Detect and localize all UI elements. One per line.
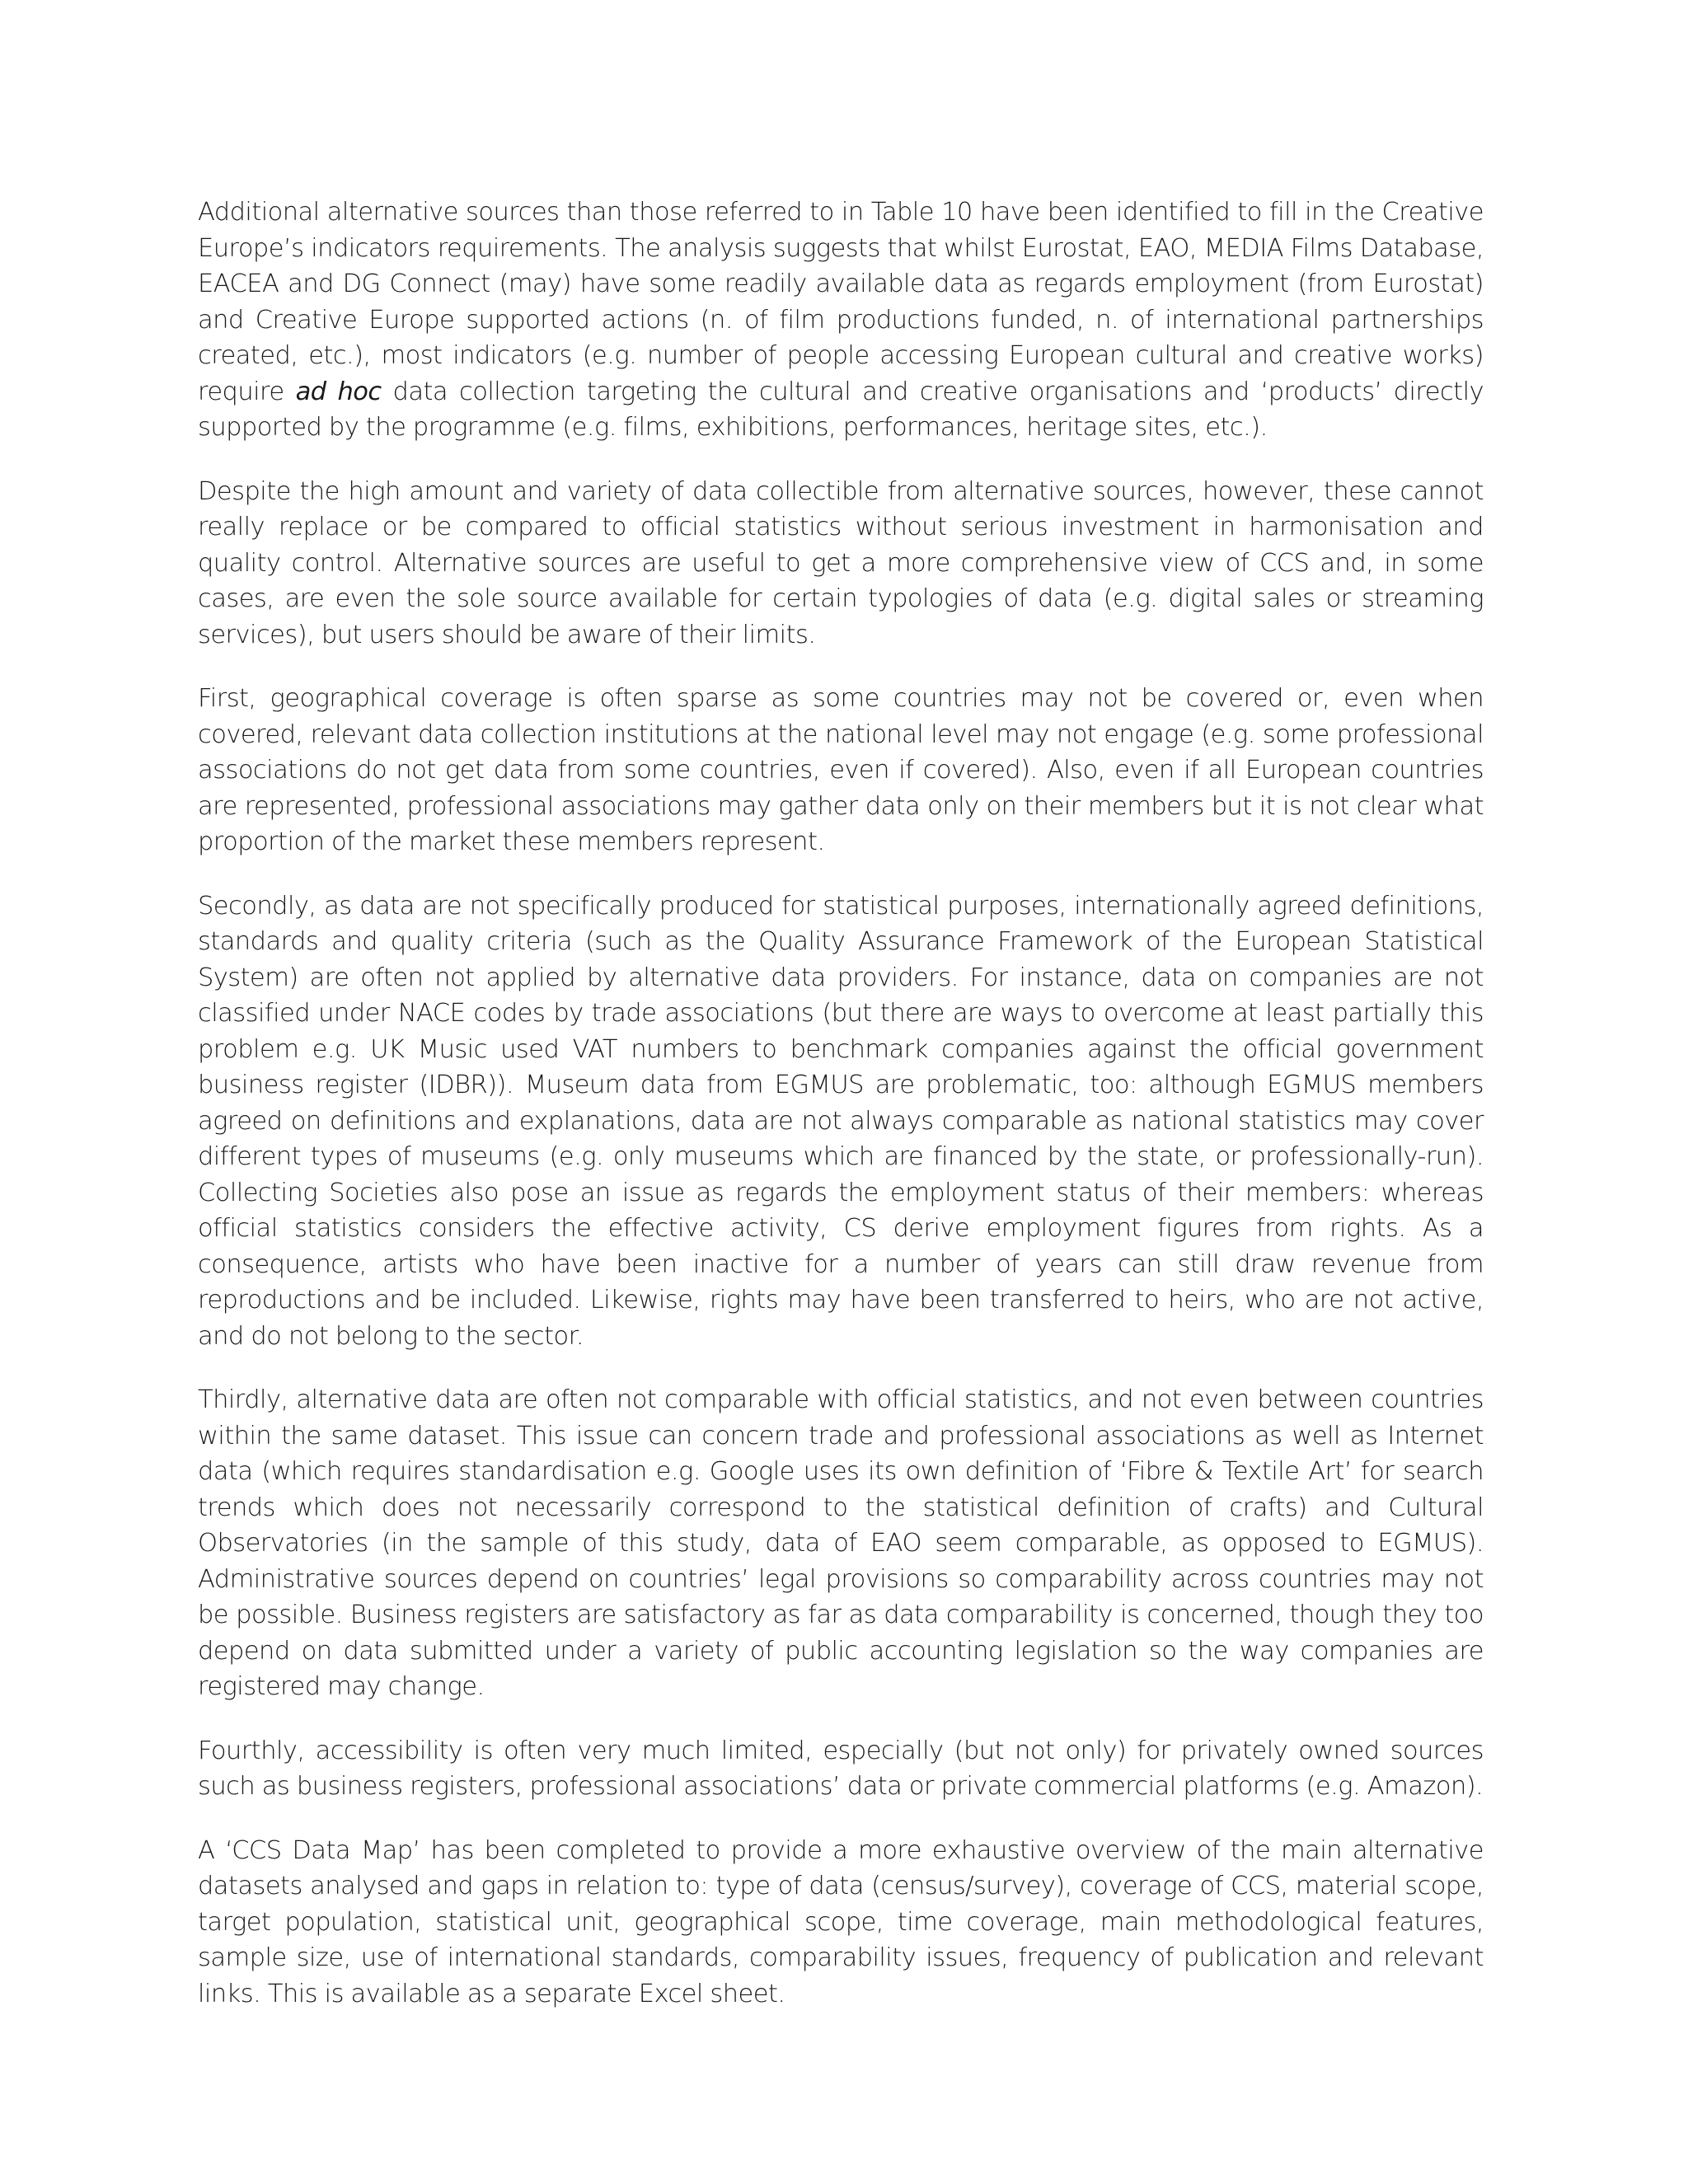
paragraph-comparability: Thirdly, alternative data are often not comparable with official statistics, and not even between countries within the same dataset. This issue can concern trade and professional associations as well as Internet data (which requires standardisation e.g. Google uses its own definition of ‘Fibre & Textile Art’ for search trends which does not necessarily correspond to the statistical definition of crafts) and Cultural Observatories (in the sample of this study, data of EAO seem comparable, as opposed to EGMUS). Administrative sources depend on countries’ legal provisions so comparability across countries may not be possible. Business registers are satisfactory as far as data comparability is concerned, though they too depend on data submitted under a variety of public accounting legislation so the way companies are registered may change. bbox=[198, 1385, 1484, 1701]
paragraph-limits: Despite the high amount and variety of data collectible from alternative sources, however, these cannot really replace or be compared to official statistics without serious investment in harmonisation and quality control. Alternative sources are useful to get a more comprehensive view of CCS and, in some cases, are even the sole source available for certain typologies of data (e.g. digital sales or streaming services), but users should be aware of their limits. bbox=[198, 476, 1484, 649]
paragraph-standards-quality: Secondly, as data are not specifically produced for statistical purposes, internationally agreed definitions, standards and quality criteria (such as the Quality Assurance Framework of the European Statistical System) are often not applied by alternative data providers. For instance, data on companies are not classified under NACE codes by trade associations (but there are ways to overcome at least partially this problem e.g. UK Music used VAT numbers to benchmark companies against the official government business register (IDBR)). Museum data from EGMUS are problematic, too: although EGMUS members agreed on definitions and explanations, data are not always comparable as national statistics may cover different types of museums (e.g. only museums which are financed by the state, or professionally-run). Collecting Societies also pose an issue as regards the employment status of their members: whereas official statistics considers the effective activity, CS derive employment figures from rights. As a consequence, artists who have been inactive for a number of years can still draw revenue from reproductions and be included. Likewise, rights may have been transferred to heirs, who are not active, and do not belong to the sector. bbox=[198, 891, 1484, 1351]
paragraph-alternative-sources bbox=[198, 194, 1484, 446]
paragraph-geographical-coverage: First, geographical coverage is often sparse as some countries may not be covered or, even when covered, relevant data collection institutions at the national level may not engage (e.g. some professional associations do not get data from some countries, even if covered). Also, even if all European countries are represented, professional associations may gather data only on their members but it is not clear what proportion of the market these members represent. bbox=[198, 684, 1484, 856]
paragraph-text-continued: data collection targeting the cultural and creative organisations and ‘products’ directly supported by the programme (e.g. films, exhibitions, performances, heritage sites, etc.). bbox=[198, 377, 1484, 442]
italic-phrase: ad hoc bbox=[295, 377, 382, 406]
paragraph-data-map: A ‘CCS Data Map’ has been completed to provide a more exhaustive overview of the main alternative datasets analysed and gaps in relation to: type of data (census/survey), coverage of CCS, material scope, target population, statistical unit, geographical scope, time coverage, main methodological features, sample size, use of international standards, comparability issues, frequency of publication and relevant links. This is available as a separate Excel sheet. bbox=[198, 1835, 1484, 2008]
body-text bbox=[198, 194, 1484, 2040]
paragraph-accessibility: Fourthly, accessibility is often very much limited, especially (but not only) for privately owned sources such as business registers, professional associations’ data or private commercial platforms (e.g. Amazon). bbox=[198, 1736, 1484, 1801]
paragraph-text: Additional alternative sources than those referred to in Table 10 have been identified to fill in the Creative Europe’s indicators requirements. The analysis suggests that whilst Eurostat, EAO, MEDIA Films Database, EACEA and DG Connect (may) have some readily available data as regards employment (from Eurostat) and Creative Europe supported actions (n. of film productions funded, n. of international partnerships created, etc.), most indicators (e.g. number of people accessing European cultural and creative works) require bbox=[198, 198, 1484, 406]
